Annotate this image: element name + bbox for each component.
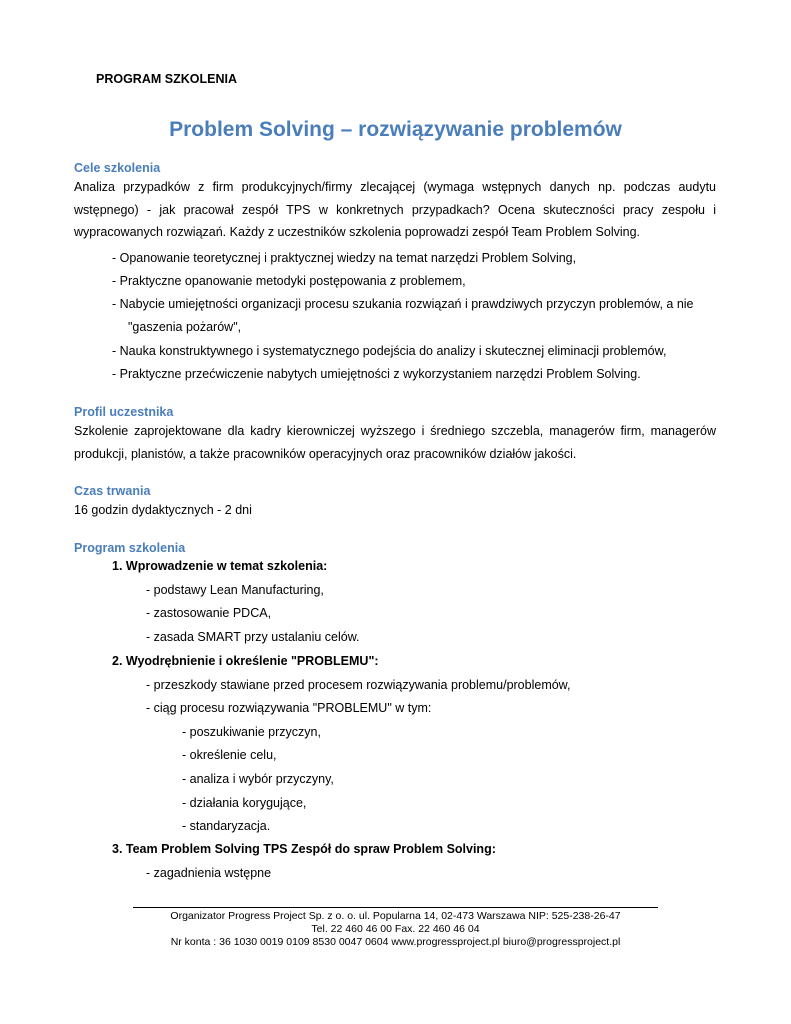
duration-text: 16 godzin dydaktycznych - 2 dni bbox=[74, 503, 252, 517]
profile-paragraph: Szkolenie zaprojektowane dla kadry kierowniczej wyższego i średniego szczebla, managerów firm, managerów produkcji, planistów, a także pracowników operacyjnych oraz pracowników działów jakości. bbox=[74, 424, 716, 461]
goals-list-item: - Nauka konstruktywnego i systematycznego podejścia do analizy i skutecznej eliminacji problemów, bbox=[112, 344, 667, 358]
program-sublist-item: - analiza i wybór przyczyny, bbox=[182, 772, 334, 786]
goals-list-item: - Opanowanie teoretycznej i praktycznej wiedzy na temat narzędzi Problem Solving, bbox=[112, 251, 577, 265]
document-header-label: PROGRAM SZKOLENIA bbox=[96, 72, 237, 86]
program-list-item: - zagadnienia wstępne bbox=[146, 866, 272, 880]
goals-intro-paragraph: Analiza przypadków z firm produkcyjnych/firmy zlecającej (wymaga wstępnych danych np. podczas audytu wstępnego) - jak pracował zespół TPS w konkretnych przypadkach? Ocena skuteczności pracy zespołu i wypracowanych rozwiązań. Każdy z uczestników szkolenia poprowadzi zespół Team Problem Solving. bbox=[74, 180, 716, 239]
section-heading-program: Program szkolenia bbox=[74, 541, 186, 555]
program-sublist-item: - działania korygujące, bbox=[182, 796, 307, 810]
section-heading-goals: Cele szkolenia bbox=[74, 161, 161, 175]
goals-list-item: - Nabycie umiejętności organizacji procesu szukania rozwiązań i prawdziwych przyczyn problemów, a nie bbox=[112, 297, 694, 311]
footer-contact-line: Tel. 22 460 46 00 Fax. 22 460 46 04 bbox=[311, 923, 480, 935]
program-list-item: - ciąg procesu rozwiązywania "PROBLEMU" w tym: bbox=[146, 701, 432, 715]
program-list-item: - zasada SMART przy ustalaniu celów. bbox=[146, 630, 360, 644]
program-sublist-item: - standaryzacja. bbox=[182, 819, 271, 833]
goals-list-item-continuation: "gaszenia pożarów", bbox=[128, 320, 242, 334]
program-section-title: 1. Wprowadzenie w temat szkolenia: bbox=[112, 559, 328, 573]
program-sublist-item: - poszukiwanie przyczyn, bbox=[182, 725, 321, 739]
program-list-item: - zastosowanie PDCA, bbox=[146, 606, 272, 620]
program-section-title: 3. Team Problem Solving TPS Zespół do spraw Problem Solving: bbox=[112, 842, 496, 856]
program-sublist-item: - określenie celu, bbox=[182, 748, 277, 762]
program-section-title: 2. Wyodrębnienie i określenie "PROBLEMU": bbox=[112, 654, 379, 668]
goals-list-item: - Praktyczne przećwiczenie nabytych umiejętności z wykorzystaniem narzędzi Problem Solving. bbox=[112, 367, 641, 381]
section-heading-duration: Czas trwania bbox=[74, 484, 151, 498]
program-list-item: - podstawy Lean Manufacturing, bbox=[146, 583, 324, 597]
footer-account-line: Nr konta : 36 1030 0019 0109 8530 0047 0604 www.progressproject.pl biuro@progressproject.pl bbox=[170, 936, 621, 948]
page-title: Problem Solving – rozwiązywanie problemów bbox=[169, 118, 622, 141]
goals-list-item: - Praktyczne opanowanie metodyki postępowania z problemem, bbox=[112, 274, 466, 288]
footer-divider bbox=[133, 907, 658, 908]
section-heading-profile: Profil uczestnika bbox=[74, 405, 174, 419]
footer-organizer-line: Organizator Progress Project Sp. z o. o. ul. Popularna 14, 02-473 Warszawa NIP: 525-238-26-47 bbox=[170, 910, 621, 922]
program-list-item: - przeszkody stawiane przed procesem rozwiązywania problemu/problemów, bbox=[146, 678, 571, 692]
